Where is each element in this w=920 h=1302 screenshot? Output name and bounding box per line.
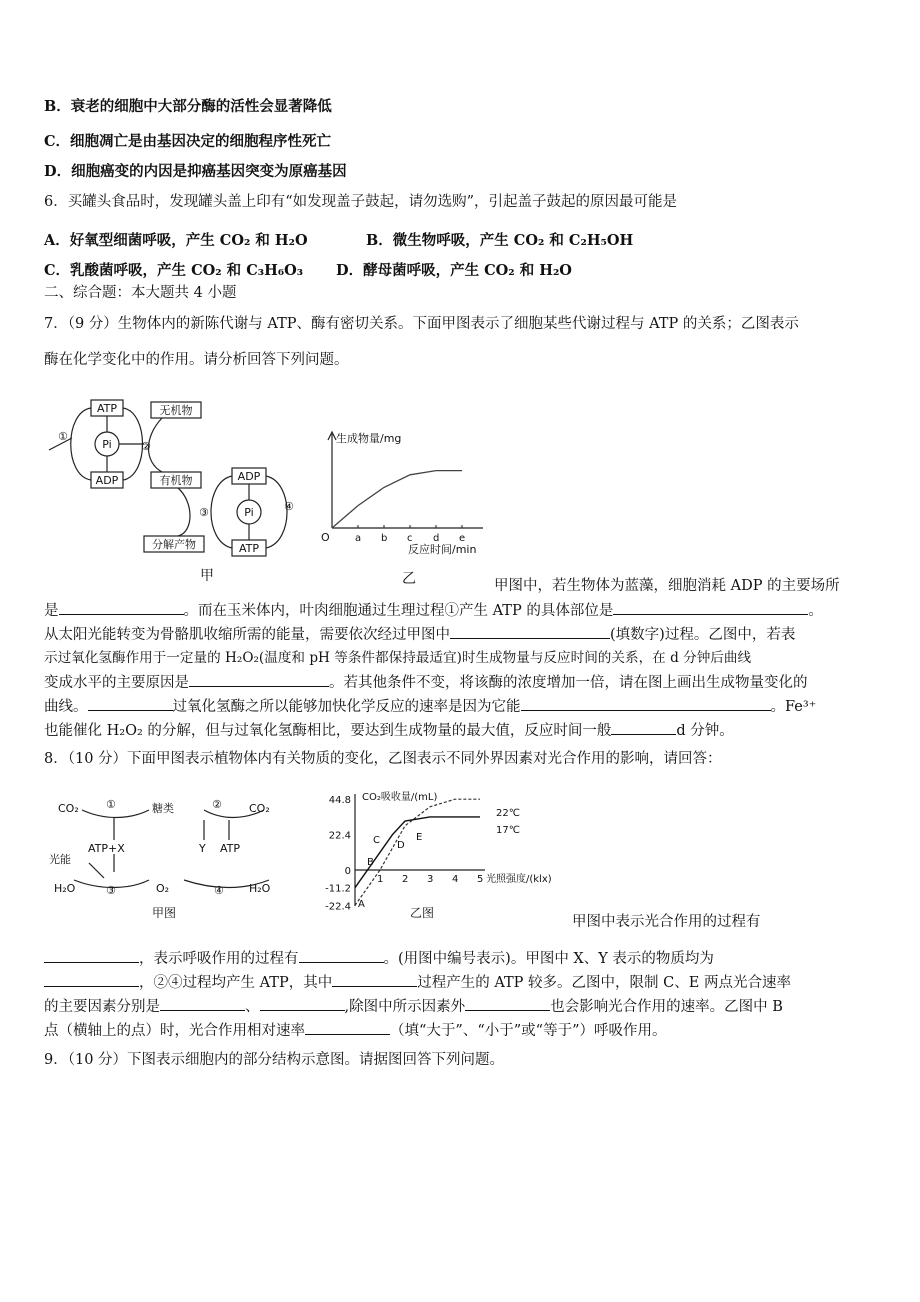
atpx-label: ATP+X: [88, 842, 125, 855]
q8-line-1: 甲图中表示光合作用的过程有: [572, 914, 761, 930]
y-axis-label: 生成物量/mg: [336, 432, 402, 445]
blank-9[interactable]: [299, 948, 384, 963]
num-4: ④: [214, 884, 224, 897]
num-3: ③: [199, 506, 209, 519]
blank-12[interactable]: [160, 996, 245, 1011]
q7-line-1: 7．（9 分）生物体内的新陈代谢与 ATP、酶有密切关系。下面甲图表示了细胞某些代谢过程与 ATP 的关系；乙图表示: [44, 316, 799, 332]
h2o-right-label: H₂O: [249, 882, 271, 895]
sugar-label: 糖类: [152, 802, 174, 815]
x-tick-3: 3: [427, 874, 434, 885]
light-label: 光能: [49, 853, 71, 866]
y-tick-0: 0: [344, 866, 351, 877]
x-tick-e: e: [459, 533, 466, 544]
q7-line-8: 曲线。 过氧化氢酶之所以能够加快化学反应的速率是因为它能 。Fe³⁺: [44, 696, 816, 717]
x-tick-d: d: [433, 533, 440, 544]
y-label: Y: [199, 842, 206, 855]
pi-label-2: Pi: [244, 506, 254, 519]
y-tick--11.2: -11.2: [325, 883, 351, 895]
q6-option-a: A．好氧型细菌呼吸，产生 CO₂ 和 H₂O: [44, 232, 308, 249]
product-curve: [332, 471, 462, 528]
blank-1[interactable]: [59, 600, 184, 615]
series-17c: [355, 817, 480, 888]
fig-jia-caption: 甲图: [152, 906, 177, 920]
atp-label: ATP: [96, 402, 118, 415]
q5-option-c: C．细胞凋亡是由基因决定的细胞程序性死亡: [44, 133, 332, 150]
q8-line-4: 的主要因素分别是 、 ,除图中所示因素外 也会影响光合作用的速率。乙图中 B: [44, 996, 783, 1017]
inorganic-label: 无机物: [159, 404, 193, 417]
adp-label: ADP: [95, 474, 119, 487]
blank-8[interactable]: [44, 948, 139, 963]
origin-label: O: [321, 531, 330, 544]
blank-13[interactable]: [260, 996, 345, 1011]
fig-yi-caption: 乙图: [410, 906, 435, 920]
section-heading: 二、综合题：本大题共 4 小题: [44, 285, 237, 301]
q8-line-5: 点（横轴上的点）时，光合作用相对速率 （填“大于”、“小于”或“等于”）呼吸作用。: [44, 1020, 666, 1041]
x-axis-label: 光照强度/(klx): [486, 874, 552, 885]
y-tick-22.4: 22.4: [328, 830, 351, 842]
y-axis-label: CO₂吸收量/(mL): [362, 792, 438, 803]
atp-label: ATP: [220, 842, 241, 855]
point-a: A: [358, 899, 365, 910]
blank-3[interactable]: [450, 624, 610, 639]
blank-4[interactable]: [189, 672, 329, 687]
series-22c: [355, 799, 480, 905]
q5-option-d: D．细胞癌变的内因是抑癌基因突变为原癌基因: [44, 163, 347, 180]
pi-label: Pi: [102, 438, 112, 451]
q8-line-3: ，②④过程均产生 ATP，其中 过程产生的 ATP 较多。乙图中，限制 C、E 两点光合速率: [44, 972, 791, 993]
q6-option-c: C．乳酸菌呼吸，产生 CO₂ 和 C₃H₆O₃: [44, 262, 304, 279]
x-tick-b: b: [381, 533, 388, 544]
q7-line-4: 是 。而在玉米体内，叶肉细胞通过生理过程①产生 ATP 的具体部位是 。: [44, 600, 823, 621]
y-tick--22.4: -22.4: [325, 901, 351, 913]
num-4: ④: [284, 500, 294, 513]
x-tick-a: a: [355, 533, 362, 544]
blank-2[interactable]: [613, 600, 808, 615]
y-tick-44.8: 44.8: [328, 795, 351, 807]
blank-5[interactable]: [88, 696, 173, 711]
q5-option-b: B．衰老的细胞中大部分酶的活性会显著降低: [44, 98, 332, 115]
fig-jia-caption: 甲: [200, 568, 214, 584]
q6-option-b: B．微生物呼吸，产生 CO₂ 和 C₂H₅OH: [366, 232, 634, 249]
num-1: ①: [58, 430, 68, 443]
q7-line-7: 变成水平的主要原因是 。若其他条件不变，将该酶的浓度增加一倍，请在图上画出生成物量变化的: [44, 672, 808, 693]
blank-7[interactable]: [611, 720, 676, 735]
o2-label: O₂: [156, 882, 170, 895]
blank-6[interactable]: [521, 696, 771, 711]
q6-stem: 6．买罐头食品时，发现罐头盖上印有“如发现盖子鼓起，请勿选购”，引起盖子鼓起的原因最可能是: [44, 194, 678, 210]
num-2: ②: [141, 440, 151, 453]
products-label: 分解产物: [152, 538, 196, 551]
num-3: ③: [106, 884, 116, 897]
q7-figure-jia: [44, 392, 314, 587]
x-tick-1: 1: [377, 874, 384, 885]
q8-figure-jia: [44, 788, 294, 923]
blank-11[interactable]: [332, 972, 417, 987]
co2-right-label: CO₂: [249, 802, 270, 815]
fig-yi-caption: 乙: [402, 571, 416, 587]
q7-figure-yi: [318, 428, 493, 590]
num-2: ②: [212, 798, 222, 811]
point-c: C: [373, 835, 380, 846]
organic-label: 有机物: [159, 474, 193, 487]
x-tick-4: 4: [452, 874, 459, 885]
q8-line-2: ，表示呼吸作用的过程有 。(用图中编号表示)。甲图中 X、Y 表示的物质均为: [44, 948, 714, 969]
q7-line-5: 从太阳光能转变为骨骼肌收缩所需的能量，需要依次经过甲图中 (填数字)过程。乙图中，若表: [44, 624, 795, 645]
num-1: ①: [106, 798, 116, 811]
point-b: B: [367, 857, 374, 868]
arrow-1: [82, 810, 149, 818]
q7-line-2: 酶在化学变化中的作用。请分析回答下列问题。: [44, 352, 349, 368]
blank-10[interactable]: [44, 972, 139, 987]
blank-15[interactable]: [305, 1020, 390, 1035]
x-tick-5: 5: [477, 874, 484, 885]
q9-stem: 9．（10 分）下图表示细胞内的部分结构示意图。请据图回答下列问题。: [44, 1052, 505, 1068]
q8-figure-yi: [310, 786, 572, 924]
x-axis-label: 反应时间/min: [408, 543, 477, 556]
legend-17c: 17℃: [496, 825, 520, 836]
atp-label-2: ATP: [238, 542, 260, 555]
x-tick-c: c: [407, 533, 413, 544]
point-d: D: [397, 840, 405, 851]
q7-line-6: 示过氧化氢酶作用于一定量的 H₂O₂(温度和 pH 等条件都保持最适宜)时生成物量与反应时间的关系，在 d 分钟后曲线: [44, 650, 752, 666]
legend-22c: 22℃: [496, 808, 520, 819]
point-e: E: [416, 832, 423, 843]
q7-line-3: 甲图中，若生物体为蓝藻，细胞消耗 ADP 的主要场所: [494, 578, 840, 594]
co2-label: CO₂: [58, 802, 79, 815]
blank-14[interactable]: [465, 996, 550, 1011]
q7-line-9: 也能催化 H₂O₂ 的分解，但与过氧化氢酶相比，要达到生成物量的最大值，反应时间一般 d 分钟。: [44, 720, 734, 741]
q8-stem: 8．（10 分）下面甲图表示植物体内有关物质的变化，乙图表示不同外界因素对光合作用的影响，请回答：: [44, 751, 722, 767]
x-tick-2: 2: [402, 874, 409, 885]
adp-label-2: ADP: [237, 470, 261, 483]
h2o-label: H₂O: [54, 882, 76, 895]
q6-option-d: D．酵母菌呼吸，产生 CO₂ 和 H₂O: [336, 262, 572, 279]
